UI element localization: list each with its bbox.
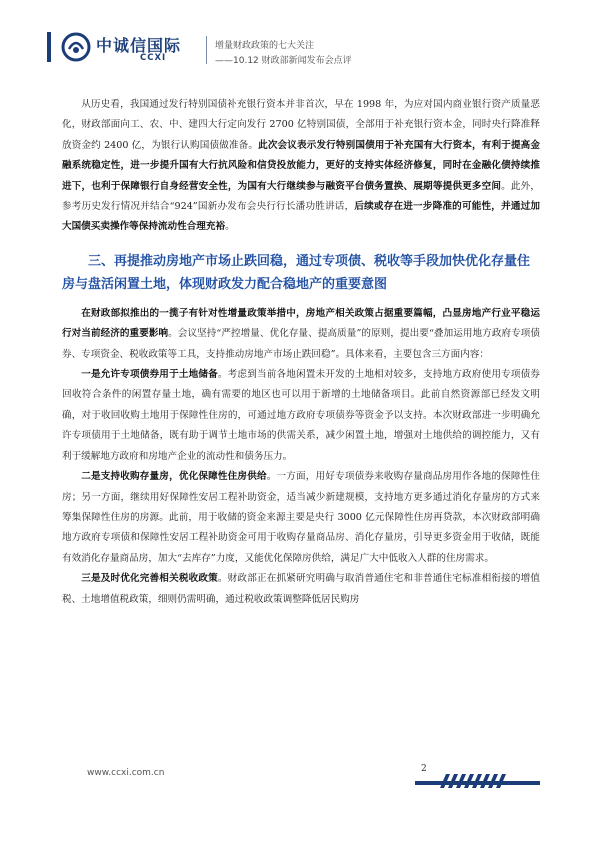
footer-website-link[interactable]: www.ccxi.com.cn [87,768,165,778]
report-title: 增量财政政策的七大关注 [215,41,315,51]
footer-rule [415,781,540,785]
logo-wordmark-en: CCXI [140,53,167,63]
text-run: 。会议坚持“严控增量、优化存量、提高质量”的原则，提出要“叠加运用地方政府专项债券、专项资金、税收政策等工具，支持推动房地产市场止跌回稳”。具体来看，主要包含三方面内容： [62,328,541,360]
text-run: 。考虑到当前各地闲置未开发的土地相对较多，支持地方政府使用专项债券回收符合条件的闲置存量土地，确有需要的地区也可以用于新增的土地储备项目。此前自然资源部已经发文明确，对于收回收购土地用于保障性住房的，可通过地方政府专项债券等资金予以支持。本次财政部进一步明确允许专项债用于土地储备，既有助于调节土地市场的供需关系，减少闲置土地，增强对土地供给的调控能力，又有利于缓解地方政府和房地产企业的流动性和债务压力。 [62,369,540,462]
paragraph-land-reserve [62,365,540,467]
report-subtitle: ——10.12 财政部新闻发布会点评 [215,56,352,66]
logo-wordmark-cn: 中诚信国际 [96,36,182,55]
text-run: 。财政部正在抓紧研究明确与取消普通住宅和非普通住宅标准相衔接的增值税、土地增值税政策，细则仍需明确，通过税收政策调整降低居民购房 [62,573,540,605]
logo-accent-bar [47,32,51,62]
emphasis-run: 后续或存在进一步降准的可能性，并通过加大国债买卖操作等保持流动性合理充裕 [62,201,541,233]
text-run: 。此外，参考历史发行情况并结合“924”国新办发布会央行行长潘功胜讲话， [62,180,541,213]
page-number: 2 [421,764,427,774]
document-body [62,95,540,610]
paragraph-history [62,95,540,238]
paragraph-housing-acquisition [62,467,540,569]
emphasis-run: 在财政部拟推出的一揽子有针对性增量政策举措中，房地产相关政策占据重要篇幅，凸显房地产行业平稳运行对当前经济的重要影响 [62,307,540,340]
emphasis-run: 三是及时优化完善相关税收政策 [81,573,218,585]
emphasis-run: 一是允许专项债券用于土地储备 [81,369,218,381]
text-run: 。一方面，用好专项债券来收购存量商品房用作各地的保障性住房；另一方面，继续用好保障性安居工程补助资金，适当减少新建规模，支持地方更多通过消化存量房的方式来筹集保障性住房的房源。此前，用于收储的资金来源主要是央行 3000 亿元保障性住房再贷款，本次财政部明确地方政府专项债和保障性安居工程补助资金可用于收购存量商品房、消化存量房，引导更多资金用于收储，既能有效消化存量商品房，加大“去库存”力度，又能优化保障房供给，满足广大中低收入人群的住房需求。 [62,471,540,564]
paragraph-tax-policy [62,569,540,610]
ccxi-logo-icon [60,31,92,63]
page-header [0,0,595,84]
emphasis-run: 此次会议表示发行特别国债用于补充国有大行资本，有利于提高金融系统稳定性，进一步提升国有大行抗风险和信贷投放能力，更好的支持实体经济修复，同时在金融化债持续推进下，也利于保障银行自身经营安全性，为国有大行继续参与融资平台债务置换、展期等提供更多空间 [62,139,541,192]
section-heading-3: 三、再提推动房地产市场止跌回稳，通过专项债、税收等手段加快优化存量住房与盘活闲置土地，体现财政发力配合稳地产的重要意图 [62,253,531,292]
paragraph-real-estate-intro [62,304,540,365]
text-run: 。 [225,221,235,233]
emphasis-run: 二是支持收购存量房，优化保障性住房供给 [81,471,267,483]
header-divider [206,36,207,64]
text-run: 从历史看，我国通过发行特别国债补充银行资本并非首次，早在 1998 年，为应对国内商业银行资产质量恶化，财政部面向工、农、中、建四大行定向发行 2700 亿特别国债，全部用于补充银行资本金，同时央行降准释放资金约 2400 亿，为银行认购国债做准备。 [62,99,540,151]
